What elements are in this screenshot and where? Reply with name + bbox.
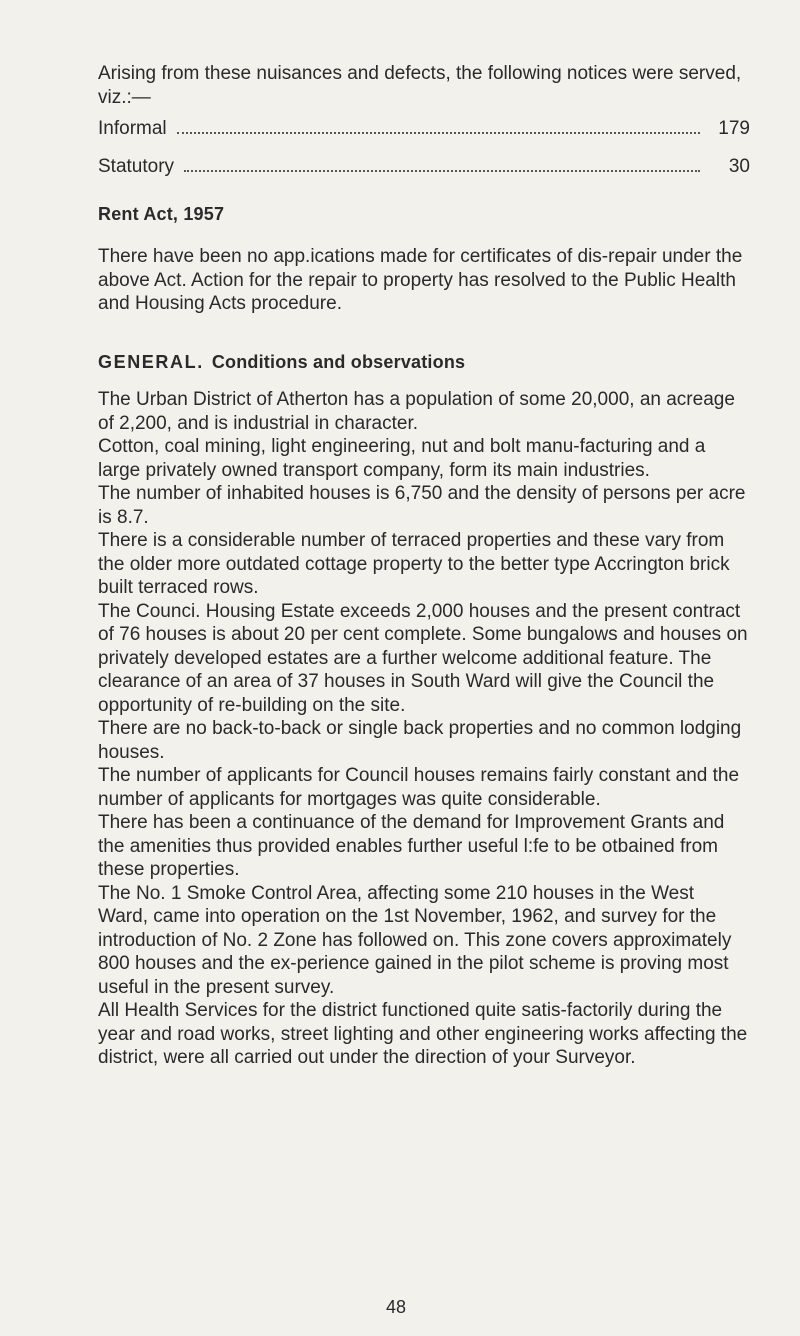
general-paragraph: The Urban District of Atherton has a population of some 20,000, an acreage of 2,200, and is industrial in character. [98,389,735,434]
general-paragraph: The Counci. Housing Estate exceeds 2,000 houses and the present contract of 76 houses is about 20 per cent complete. Some bungalows and houses on privately developed estates are a further welcome additional feature. The clearance of an area of 37 houses in South Ward will give the Council the opportunity of re-building on the site. [98,600,748,716]
dot-leader [184,169,700,172]
general-heading [98,352,465,373]
general-paragraph: There is a considerable number of terraced properties and these vary from the older more outdated cottage property to the better type Accrington brick built terraced rows. [98,530,730,598]
general-paragraph: The No. 1 Smoke Control Area, affecting some 210 houses in the West Ward, came into operation on the 1st November, 1962, and survey for the introduction of No. 2 Zone has followed on. This zone covers approximately 800 houses and the ex-perience gained in the pilot scheme is proving most useful in the present survey. [98,882,732,998]
general-heading-lead: GENERAL. [98,352,204,372]
general-paragraph: There are no back-to-back or single back properties and no common lodging houses. [98,718,742,763]
general-section-body [98,388,748,1070]
notice-count: 179 [718,118,750,139]
notice-row-statutory [98,156,750,194]
general-paragraph: Cotton, coal mining, light engineering, nut and bolt manu-facturing and a large privately owned transport company, form its main industries. [98,436,706,481]
intro-paragraph: Arising from these nuisances and defects, the following notices were served, viz.:— [98,63,742,108]
page-number: 48 [386,1297,407,1317]
general-paragraph: All Health Services for the district functioned quite satis-factorily during the year and road works, street lighting and other engineering works affecting the district, were all carried out under the direction of your Surveyor. [98,1000,748,1068]
notice-label: Statutory [98,156,175,177]
notice-count: 30 [728,156,750,177]
rent-act-heading: Rent Act, 1957 [98,204,225,224]
general-paragraph: There has been a continuance of the demand for Improvement Grants and the amenities thus provided enables further useful l:fe to be otbained from these properties. [98,812,725,880]
notice-row-informal [98,118,750,156]
notices-list [98,118,750,194]
general-paragraph: The number of applicants for Council houses remains fairly constant and the number of applicants for mortgages was quite considerable. [98,765,740,810]
rent-act-paragraph: There have been no app.ications made for certificates of dis-repair under the above Act. Action for the repair to property has resolved to the Public Health and Housing Acts procedure. [98,246,743,314]
general-heading-rest: Conditions and observations [211,352,466,372]
general-paragraph: The number of inhabited houses is 6,750 and the density of persons per acre is 8.7. [98,483,746,528]
dot-leader [177,131,700,134]
notice-label: Informal [98,118,167,139]
